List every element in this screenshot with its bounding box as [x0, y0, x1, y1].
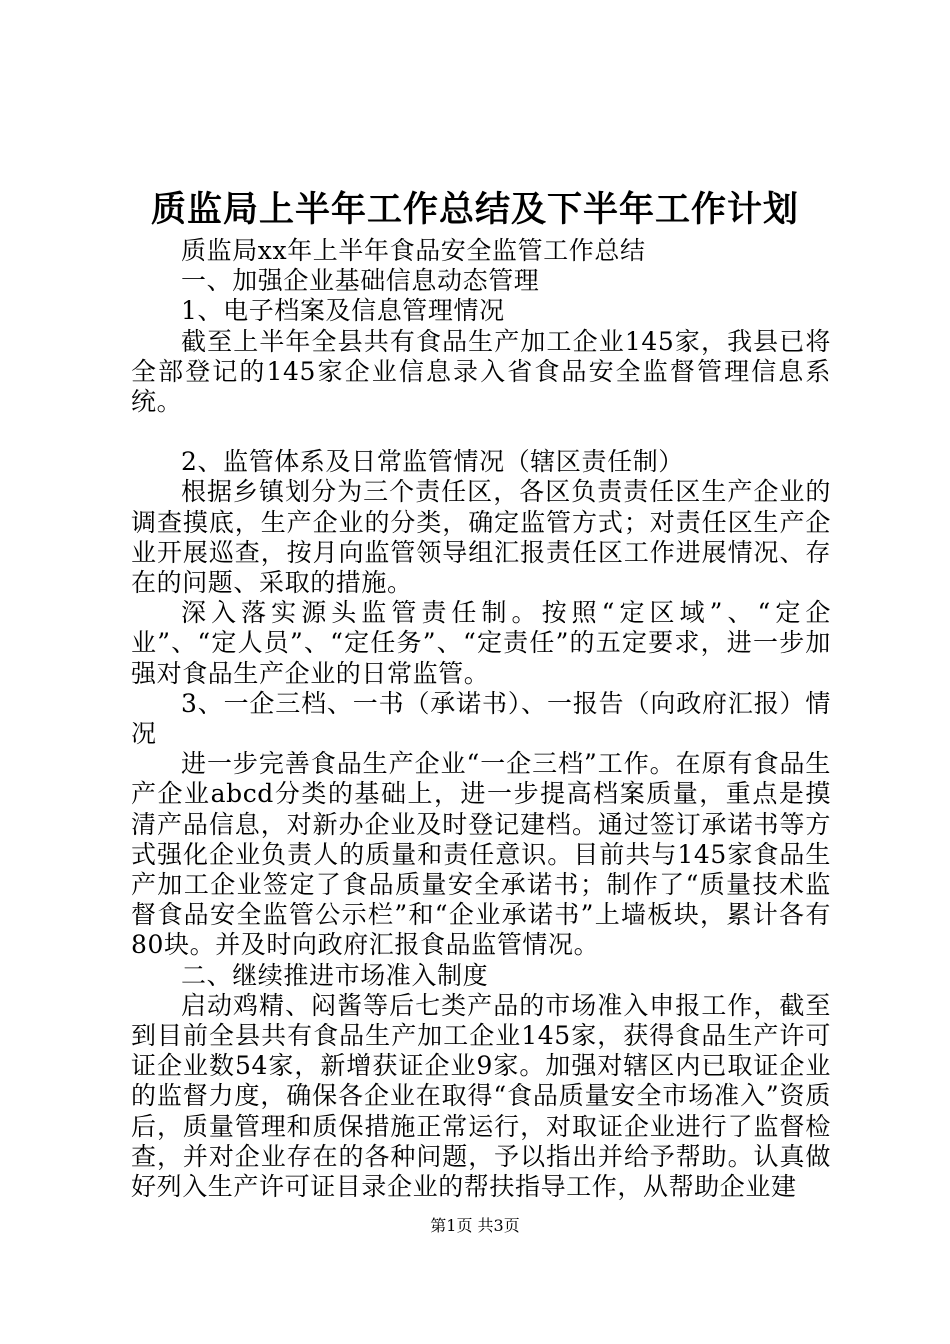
paragraph-body: 截至上半年全县共有食品生产加工企业145家，我县已将全部登记的145家企业信息录入省食品安全监督管理信息系统。	[131, 326, 831, 417]
paragraph-body: 深入落实源头监管责任制。按照“定区域”、“定企业”、“定人员”、“定任务”、“定责任”的五定要求，进一步加强对食品生产企业的日常监管。	[131, 598, 831, 688]
paragraph-body: 启动鸡精、闷酱等后七类产品的市场准入申报工作，截至到目前全县共有食品生产加工企业145家，获得食品生产许可证企业数54家，新增获证企业9家。加强对辖区内已取证企业的监督力度，确保各企业在取得“食品质量安全市场准入”资质后，质量管理和质保措施正常运行，对取证企业进行了监督检查，并对企业存在的各种问题，予以指出并给予帮助。认真做好列入生产许可证目录企业的帮扶指导工作，从帮助企业建	[131, 990, 831, 1202]
paragraph-subheading-3: 3、一企三档、一书（承诺书）、一报告（向政府汇报）情况	[131, 688, 831, 749]
paragraph-subtitle: 质监局xx年上半年食品安全监管工作总结	[181, 236, 646, 265]
page-footer: 第1页 共3页	[430, 1216, 520, 1235]
paragraph-body: 根据乡镇划分为三个责任区，各区负责责任区生产企业的调查摸底，生产企业的分类，确定监管方式；对责任区生产企业开展巡查，按月向监管领导组汇报责任区工作进展情况、存在的问题、采取的措施。	[131, 477, 831, 598]
paragraph-section-heading-1: 一、加强企业基础信息动态管理	[181, 266, 540, 296]
paragraph-body: 进一步完善食品生产企业“一企三档”工作。在原有食品生产企业abcd分类的基础上，进一步提高档案质量，重点是摸清产品信息，对新办企业及时登记建档。通过签订承诺书等方式强化企业负责人的质量和责任意识。目前共与145家食品生产加工企业签定了食品质量安全承诺书；制作了“质量技术监督食品安全监管公示栏”和“企业承诺书”上墙板块，累计各有80块。并及时向政府汇报食品监管情况。	[131, 749, 831, 960]
paragraph-subheading-1: 1、电子档案及信息管理情况	[181, 296, 505, 326]
paragraph-section-heading-2: 二、继续推进市场准入制度	[181, 960, 489, 990]
document-title: 质监局上半年工作总结及下半年工作计划	[150, 189, 799, 230]
paragraph-subheading-2: 2、监管体系及日常监管情况（辖区责任制）	[181, 447, 684, 477]
document-body	[131, 236, 831, 1202]
